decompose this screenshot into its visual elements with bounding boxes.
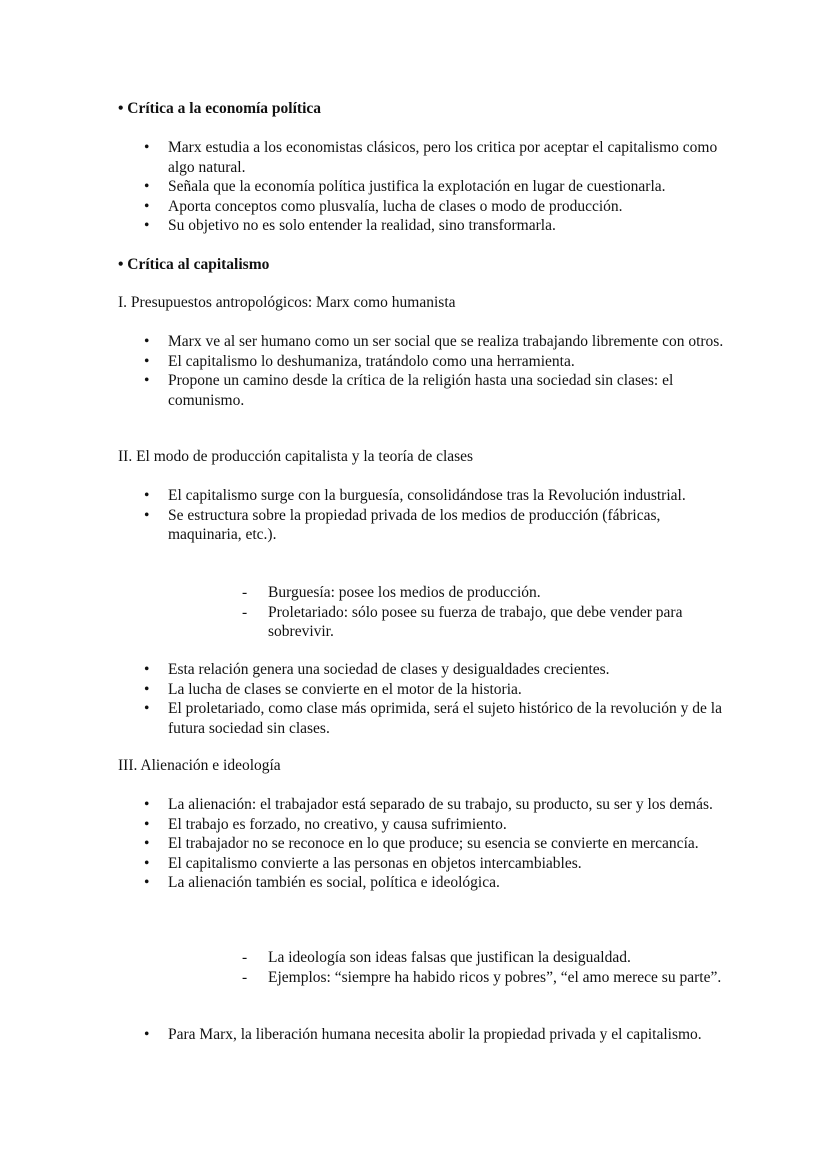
list-item: • La alienación: el trabajador está separado de su trabajo, su producto, su ser y los demás.: [168, 795, 728, 815]
list-item: • El proletariado, como clase más oprimida, será el sujeto histórico de la revolución y de la futura sociedad sin clases.: [168, 699, 728, 738]
list-item: • El capitalismo lo deshumaniza, tratándolo como una herramienta.: [168, 352, 728, 372]
list-item: • Esta relación genera una sociedad de clases y desigualdades crecientes.: [168, 660, 728, 680]
list-item: • El trabajador no se reconoce en lo que produce; su esencia se convierte en mercancía.: [168, 834, 728, 854]
list-item: - Burguesía: posee los medios de producción.: [268, 583, 728, 603]
bullet-list-modo-produccion-a: [168, 486, 728, 545]
list-item: • Para Marx, la liberación humana necesita abolir la propiedad privada y el capitalismo.: [168, 1025, 728, 1045]
list-item: • Se estructura sobre la propiedad privada de los medios de producción (fábricas, maquinaria, etc.).: [168, 506, 728, 545]
subheading-modo-produccion: II. El modo de producción capitalista y la teoría de clases: [118, 448, 474, 465]
subheading-presupuestos: I. Presupuestos antropológicos: Marx como humanista: [118, 294, 456, 311]
list-item: • Marx ve al ser humano como un ser social que se realiza trabajando libremente con otros.: [168, 332, 728, 352]
subheading-alienacion: III. Alienación e ideología: [118, 757, 281, 774]
list-item: • La lucha de clases se convierte en el motor de la historia.: [168, 680, 728, 700]
dash-list-ideologia: [268, 948, 728, 987]
list-item: • Señala que la economía política justifica la explotación en lugar de cuestionarla.: [168, 177, 728, 197]
dash-list-clases: [268, 583, 728, 642]
list-item: • Aporta conceptos como plusvalía, lucha de clases o modo de producción.: [168, 197, 728, 217]
bullet-list-presupuestos: [168, 332, 728, 410]
list-item: • El capitalismo surge con la burguesía, consolidándose tras la Revolución industrial.: [168, 486, 728, 506]
list-item: • Su objetivo no es solo entender la realidad, sino transformarla.: [168, 216, 728, 236]
list-item: • La alienación también es social, política e ideológica.: [168, 873, 728, 893]
section-heading-capitalismo: • Crítica al capitalismo: [118, 256, 270, 273]
list-item: - Proletariado: sólo posee su fuerza de trabajo, que debe vender para sobrevivir.: [268, 603, 728, 642]
list-item: - La ideología son ideas falsas que justifican la desigualdad.: [268, 948, 728, 968]
list-item: • Marx estudia a los economistas clásicos, pero los critica por aceptar el capitalismo como algo natural.: [168, 138, 728, 177]
list-item: • El capitalismo convierte a las personas en objetos intercambiables.: [168, 854, 728, 874]
list-item: • El trabajo es forzado, no creativo, y causa sufrimiento.: [168, 815, 728, 835]
bullet-list-economia: [168, 138, 728, 236]
bullet-list-alienacion: [168, 795, 728, 893]
bullet-list-modo-produccion-b: [168, 660, 728, 738]
section-heading-economia-politica: • Crítica a la economía política: [118, 100, 322, 117]
list-item: - Ejemplos: “siempre ha habido ricos y pobres”, “el amo merece su parte”.: [268, 968, 728, 988]
bullet-list-conclusion: [168, 1025, 728, 1045]
list-item: • Propone un camino desde la crítica de la religión hasta una sociedad sin clases: el comunismo.: [168, 371, 728, 410]
